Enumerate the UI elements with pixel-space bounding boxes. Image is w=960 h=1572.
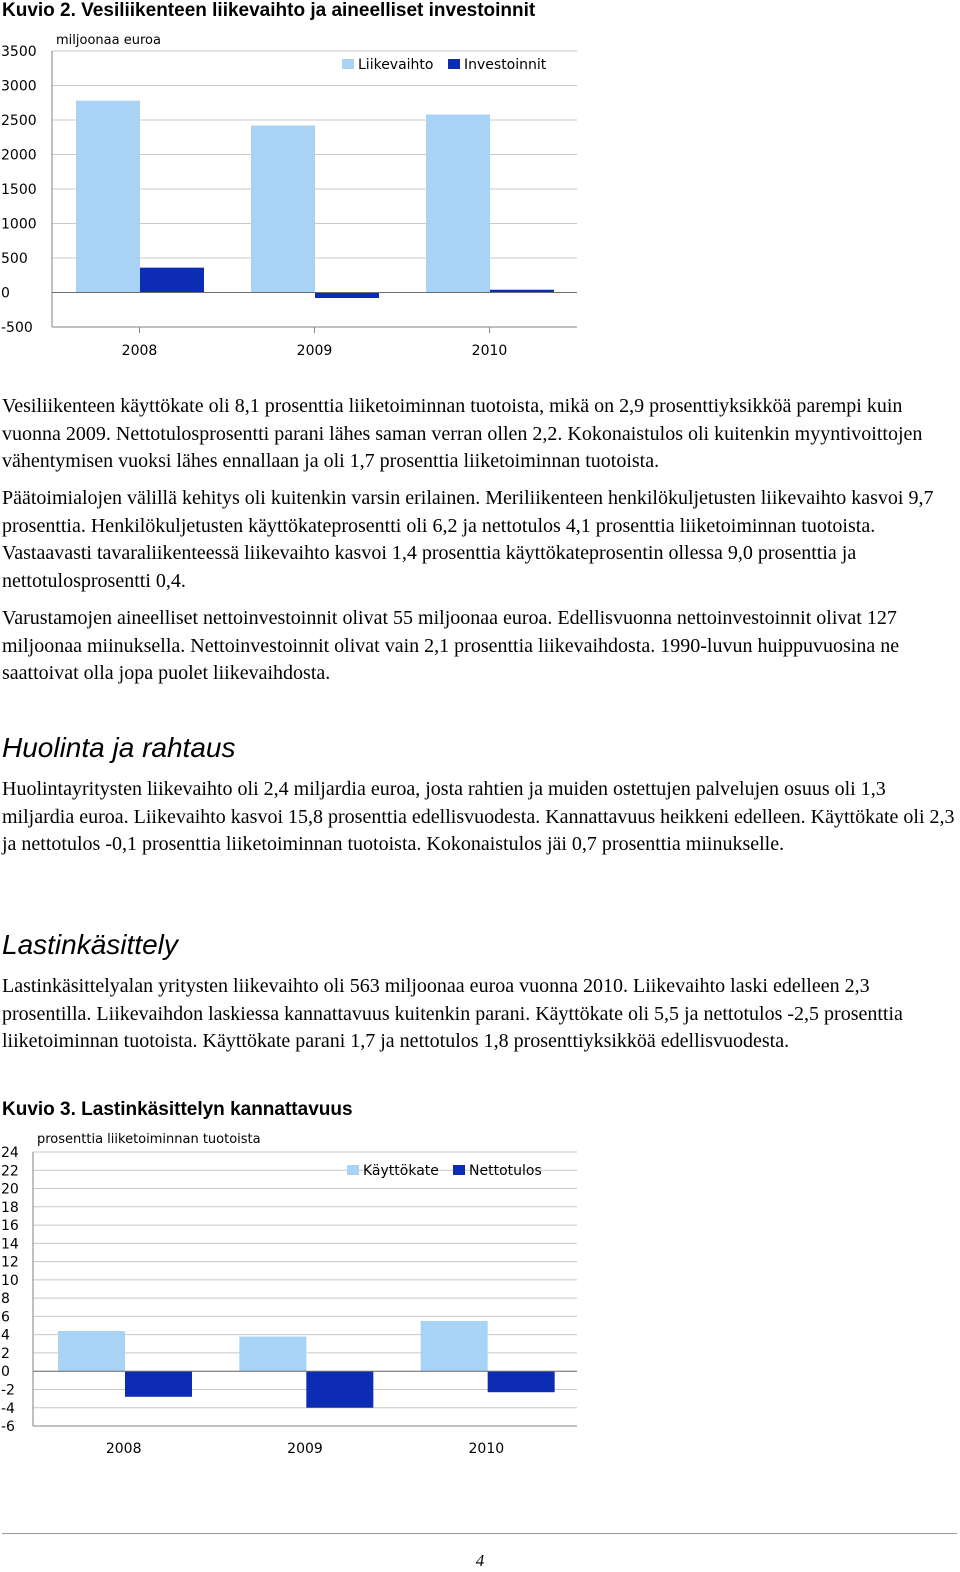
bar-nettotulos-2009 xyxy=(306,1371,373,1408)
y-tick-label: 8 xyxy=(1,1291,10,1308)
heading-lastinkasittely: Lastinkäsittely xyxy=(2,929,178,960)
y-tick-label: 0 xyxy=(1,1364,10,1381)
heading-huolinta-ja-rahtaus: Huolinta ja rahtaus xyxy=(2,732,236,763)
y-tick-label: 16 xyxy=(1,1218,19,1235)
footer-divider xyxy=(2,1533,957,1534)
y-tick-label: 24 xyxy=(1,1145,19,1162)
legend-swatch-käyttökate xyxy=(347,1165,359,1175)
bar-käyttökate-2010 xyxy=(421,1321,488,1371)
y-tick-label: 3000 xyxy=(1,78,37,95)
y-tick-label: -500 xyxy=(1,320,33,337)
legend-label-liikevaihto: Liikevaihto xyxy=(358,57,434,73)
legend-swatch-investoinnit xyxy=(448,59,460,69)
y-tick-label: 22 xyxy=(1,1163,19,1180)
y-tick-label: 1000 xyxy=(1,216,37,233)
bar-liikevaihto-2009 xyxy=(251,126,315,293)
x-tick-label: 2008 xyxy=(121,343,158,359)
bar-investoinnit-2008 xyxy=(140,268,204,293)
legend-swatch-liikevaihto xyxy=(342,59,354,69)
x-tick-label: 2009 xyxy=(296,343,333,359)
y-tick-label: 6 xyxy=(1,1309,10,1326)
x-tick-label: 2008 xyxy=(105,1441,142,1457)
paragraph-paatoimialat: Päätoimialojen välillä kehitys oli kuitenkin varsin erilainen. Meriliikenteen henkilökuljetusten liikevaihto kasvoi 9,7 prosenttia. Henkilökuljetusten käyttökateprosentti oli 6,2 ja nettotulos 4,1 prosenttia liiketoiminnan tuotoista. Vastaavasti tavaraliikenteessä liikevaihto kasvoi 1,4 prosenttia käyttökateprosentin ollessa 9,0 prosenttia ja nettotulosprosentti 0,4. xyxy=(2,487,934,592)
y-tick-label: 20 xyxy=(1,1181,19,1198)
y-tick-label: -6 xyxy=(1,1419,15,1436)
legend-swatch-nettotulos xyxy=(453,1165,465,1175)
paragraph-nettoinvestoinnit: Varustamojen aineelliset nettoinvestoinnit olivat 55 miljoonaa euroa. Edellisvuonna nettoinvestoinnit olivat 127 miljoonaa miinuksella. Nettoinvestoinnit olivat vain 2,1 prosenttia liikevaihdosta. 1990-luvun huippuvuosina ne saattoivat olla jopa puolet liikevaihdosta. xyxy=(2,607,900,684)
page-number: 4 xyxy=(475,1551,485,1570)
figure-2-title: Kuvio 2. Vesiliikenteen liikevaihto ja aineelliset investoinnit xyxy=(2,0,536,21)
legend-label-käyttökate: Käyttökate xyxy=(363,1163,439,1179)
legend-label-nettotulos: Nettotulos xyxy=(469,1163,542,1179)
paragraph-huolinta: Huolintayritysten liikevaihto oli 2,4 miljardia euroa, josta rahtien ja muiden ostettujen palvelujen osuus oli 1,3 miljardia euroa. Liikevaihto kasvoi 15,8 prosenttia edellisvuodesta. Kannattavuus heikkeni edelleen. Käyttökate oli 2,3 ja nettotulos -0,1 prosenttia liiketoiminnan tuotoista. Kokonaistulos jäi 0,7 prosenttia miinukselle. xyxy=(2,778,955,855)
y-tick-label: -4 xyxy=(1,1400,15,1417)
bar-liikevaihto-2010 xyxy=(426,114,490,292)
paragraph-lastinkasittely: Lastinkäsittelyalan yritysten liikevaihto oli 563 miljoonaa euroa vuonna 2010. Liikevaihto laski edelleen 2,3 prosentilla. Liikevaihdon laskiessa kannattavuus kuitenkin parani. Käyttökate oli 5,5 ja nettotulos -2,5 prosenttia liiketoiminnan tuotoista. Käyttökate parani 1,7 ja nettotulos 1,8 prosenttiyksikköä edellisvuodesta. xyxy=(2,975,903,1052)
bar-nettotulos-2010 xyxy=(488,1371,555,1392)
y-tick-label: 1500 xyxy=(1,182,37,199)
figure-2-chart xyxy=(0,25,600,370)
y-tick-label: 4 xyxy=(1,1327,10,1344)
bar-investoinnit-2009 xyxy=(315,293,379,299)
figure-3-chart xyxy=(0,1127,600,1467)
x-tick-label: 2010 xyxy=(468,1441,505,1457)
y-tick-label: 2500 xyxy=(1,113,37,130)
y-axis-unit-label: prosenttia liiketoiminnan tuotoista xyxy=(37,1132,261,1147)
x-tick-label: 2010 xyxy=(471,343,508,359)
y-tick-label: 0 xyxy=(1,285,10,302)
legend-label-investoinnit: Investoinnit xyxy=(464,57,547,73)
bar-käyttökate-2008 xyxy=(58,1331,125,1371)
y-axis-unit-label: miljoonaa euroa xyxy=(56,33,161,48)
paragraph-vesiliikenne-kate: Vesiliikenteen käyttökate oli 8,1 prosenttia liiketoiminnan tuotoista, mikä on 2,9 prosenttiyksikköä parempi kuin vuonna 2009. Nettotulosprosentti parani lähes saman verran ollen 2,2. Kokonaistulos oli kuitenkin myyntivoittojen vähentymisen vuoksi lähes ennallaan ja oli 1,7 prosenttia liiketoiminnan tuotoista. xyxy=(2,395,923,472)
y-tick-label: 18 xyxy=(1,1199,19,1216)
y-tick-label: 2000 xyxy=(1,147,37,164)
figure-3-title: Kuvio 3. Lastinkäsittelyn kannattavuus xyxy=(2,1099,353,1120)
y-tick-label: 12 xyxy=(1,1254,19,1271)
bar-käyttökate-2009 xyxy=(239,1336,306,1371)
y-tick-label: 3500 xyxy=(1,44,37,61)
x-tick-label: 2009 xyxy=(287,1441,323,1457)
y-tick-label: 10 xyxy=(1,1272,19,1289)
y-tick-label: 2 xyxy=(1,1345,10,1362)
bar-nettotulos-2008 xyxy=(125,1371,192,1397)
y-tick-label: 500 xyxy=(1,251,28,268)
y-tick-label: -2 xyxy=(1,1382,15,1399)
bar-liikevaihto-2008 xyxy=(76,101,140,293)
y-tick-label: 14 xyxy=(1,1236,19,1253)
